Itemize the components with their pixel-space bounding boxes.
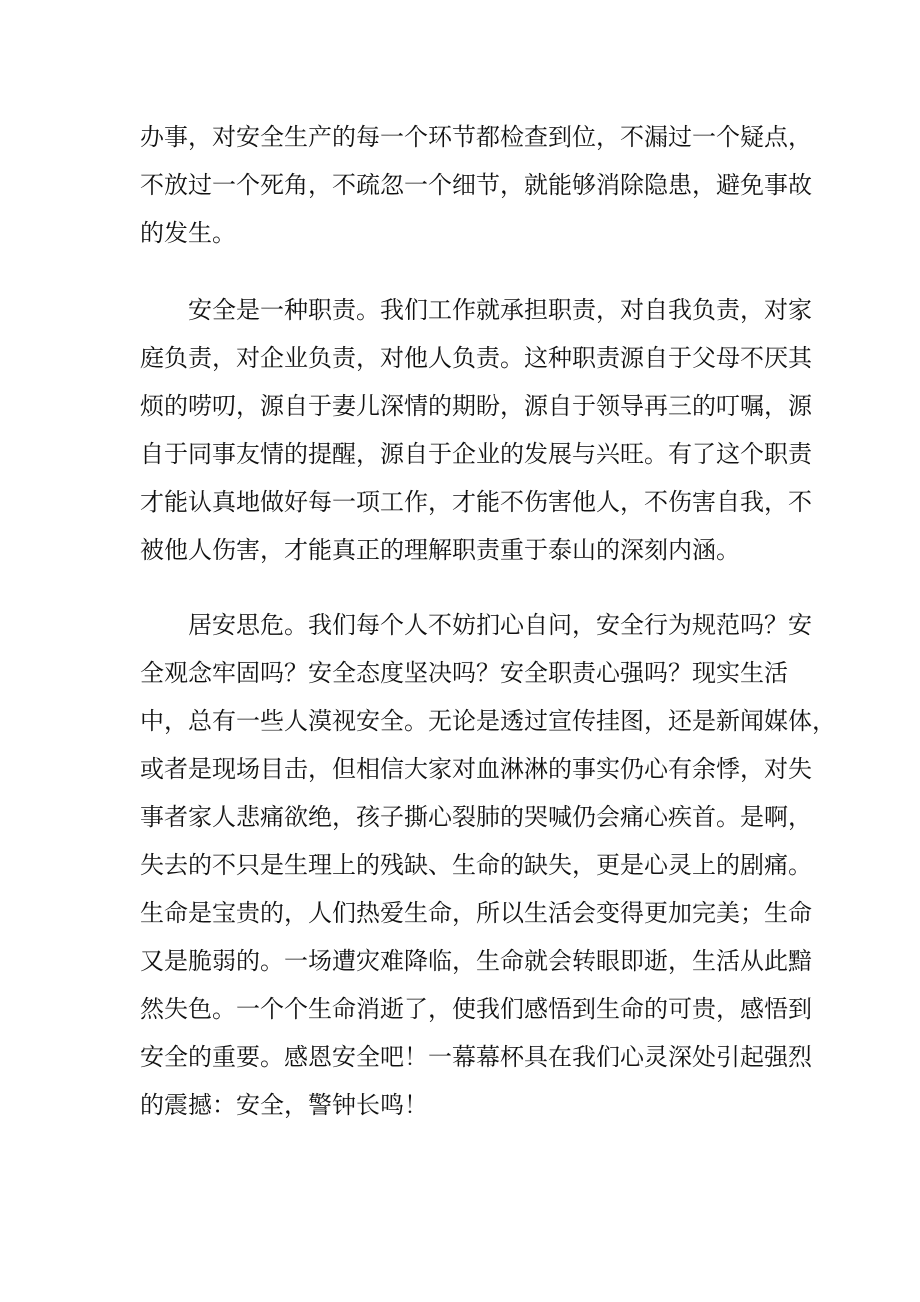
paragraph-3-line-10: 安全的重要。感恩安全吧！一幕幕杯具在我们心灵深处引起强烈: [140, 1043, 812, 1071]
paragraph-2-line-5: 才能认真地做好每一项工作，才能不伤害他人，不伤害自我，不: [140, 488, 812, 516]
paragraph-3-line-1: 居安思危。我们每个人不妨扪心自问，安全行为规范吗？安: [188, 611, 812, 639]
paragraph-2-line-6: 被他人伤害，才能真正的理解职责重于泰山的深刻内涵。: [140, 536, 740, 564]
paragraph-2-line-1: 安全是一种职责。我们工作就承担职责，对自我负责，对家: [188, 296, 812, 324]
paragraph-3-line-3: 中，总有一些人漠视安全。无论是透过宣传挂图，还是新闻媒体，: [140, 707, 836, 735]
paragraph-2-line-2: 庭负责，对企业负责，对他人负责。这种职责源自于父母不厌其: [140, 344, 812, 372]
paragraph-2-line-4: 自于同事友情的提醒，源自于企业的发展与兴旺。有了这个职责: [140, 440, 812, 468]
paragraph-3-line-8: 又是脆弱的。一场遭灾难降临，生命就会转眼即逝，生活从此黯: [140, 947, 812, 975]
paragraph-3-line-2: 全观念牢固吗？安全态度坚决吗？安全职责心强吗？现实生活: [140, 659, 788, 687]
paragraph-3-line-7: 生命是宝贵的，人们热爱生命，所以生活会变得更加完美；生命: [140, 899, 812, 927]
paragraph-3-line-4: 或者是现场目击，但相信大家对血淋淋的事实仍心有余悸，对失: [140, 755, 812, 783]
paragraph-3-line-6: 失去的不只是生理上的残缺、生命的缺失，更是心灵上的剧痛。: [140, 851, 812, 879]
paragraph-2-line-3: 烦的唠叨，源自于妻儿深情的期盼，源自于领导再三的叮嘱，源: [140, 392, 812, 420]
paragraph-1-line-1: 办事，对安全生产的每一个环节都检查到位，不漏过一个疑点，: [140, 123, 812, 151]
paragraph-3-line-9: 然失色。一个个生命消逝了，使我们感悟到生命的可贵，感悟到: [140, 995, 812, 1023]
paragraph-3-line-11: 的震撼：安全，警钟长鸣！: [140, 1091, 428, 1119]
paragraph-1-line-3: 的发生。: [140, 219, 236, 247]
paragraph-1-line-2: 不放过一个死角，不疏忽一个细节，就能够消除隐患，避免事故: [140, 171, 812, 199]
paragraph-3-line-5: 事者家人悲痛欲绝，孩子撕心裂肺的哭喊仍会痛心疾首。是啊，: [140, 803, 812, 831]
